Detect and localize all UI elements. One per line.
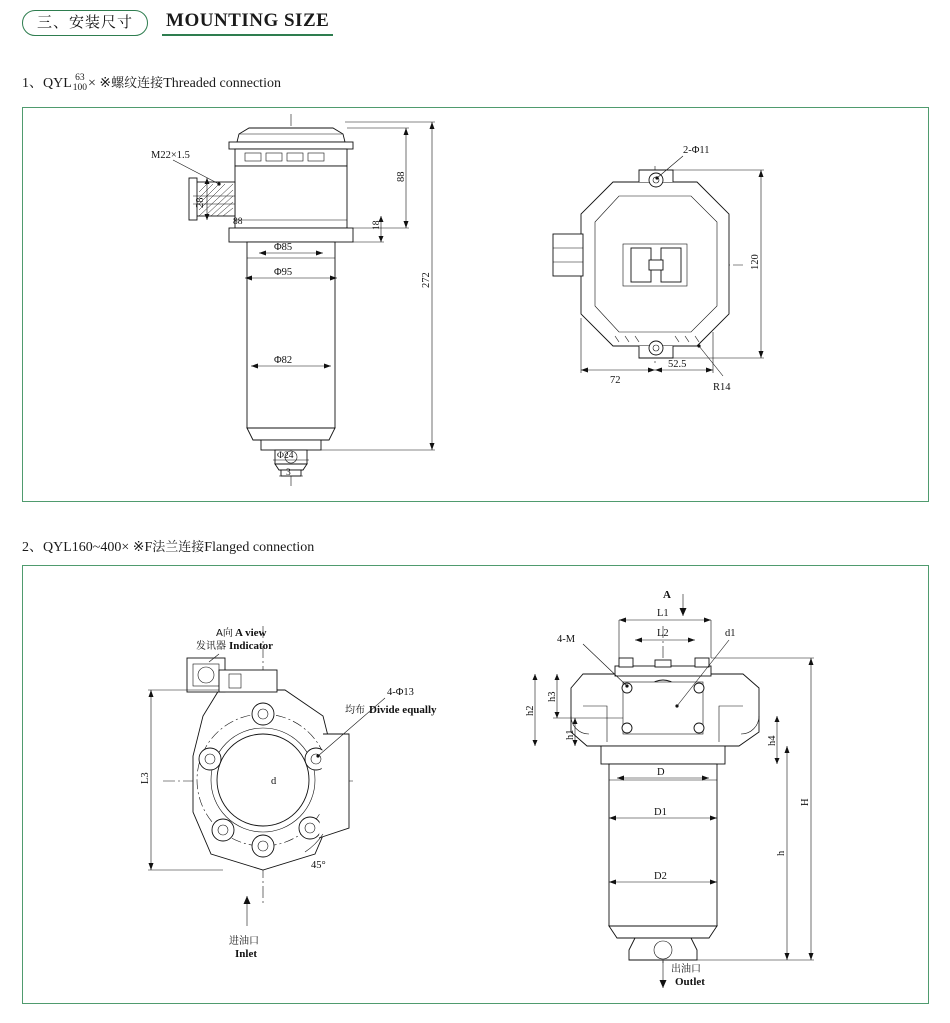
filter-elevation-view xyxy=(571,626,759,966)
dia-85-label: Φ85 xyxy=(274,242,293,253)
h4-label: h4 xyxy=(767,735,778,746)
outlet-en: Outlet xyxy=(675,976,705,988)
caption-2-en: Flanged connection xyxy=(204,540,315,555)
indicator-en: Indicator xyxy=(229,640,273,652)
L3-label: L3 xyxy=(140,772,151,784)
inlet-en: Inlet xyxy=(235,948,257,960)
dim-L2 xyxy=(635,628,695,643)
a-view-en: A view xyxy=(235,627,267,639)
outlet-cn: 出油口 xyxy=(671,964,701,975)
r14-label: R14 xyxy=(713,382,731,393)
dim-28-label: 28 xyxy=(195,197,206,208)
H-label: H xyxy=(800,798,811,806)
caption-1-cn: 螺纹连接 xyxy=(111,76,164,91)
caption-section-1 xyxy=(22,72,281,93)
thread-label: M22×1.5 xyxy=(151,150,190,161)
dim-h3 xyxy=(547,674,560,718)
divide-en: Divide equally xyxy=(369,704,437,716)
drawing-threaded-svg xyxy=(23,108,926,499)
dia-82-label: Φ82 xyxy=(274,355,293,366)
A-label: A xyxy=(663,589,671,601)
D2-label: D2 xyxy=(654,871,667,882)
h1-label: h1 xyxy=(565,729,576,740)
callout-a-view xyxy=(196,626,273,662)
dim-88-horizontal xyxy=(233,217,243,227)
dim-3-label: 3 xyxy=(286,468,291,478)
dim-272-label: 272 xyxy=(421,272,432,288)
a-view-cn: A向 xyxy=(216,628,233,639)
drawing-panel-threaded xyxy=(22,107,929,502)
caption-2-index: 2、 xyxy=(22,540,43,555)
four-M-label: 4-M xyxy=(557,634,576,645)
dim-h4 xyxy=(767,716,780,764)
dia-d-label: d xyxy=(271,776,277,787)
caption-1-model-prefix: QYL xyxy=(43,76,72,91)
h3-label: h3 xyxy=(547,691,558,702)
filter-front-view xyxy=(189,114,353,488)
holes-2x11-label: 2-Φ11 xyxy=(683,145,710,156)
dia-95-label: Φ95 xyxy=(274,267,293,278)
dim-18 xyxy=(353,216,384,242)
indicator-cn: 发讯器 xyxy=(196,641,226,652)
L2-label: L2 xyxy=(657,628,669,639)
callout-inlet xyxy=(229,896,259,960)
dim-72-label: 72 xyxy=(610,375,621,386)
caption-1-num-bottom: 100 xyxy=(72,82,88,93)
inlet-cn: 进油口 xyxy=(229,936,259,947)
callout-outlet xyxy=(660,960,706,988)
caption-1-en: Threaded connection xyxy=(163,76,281,91)
dim-120-label: 120 xyxy=(750,254,761,270)
holes-4x13-label: 4-Φ13 xyxy=(387,687,414,698)
caption-1-num-top: 63 xyxy=(75,73,85,84)
caption-2-cn: 法兰连接 xyxy=(152,540,205,555)
caption-2-model: QYL160~400× ※F xyxy=(43,540,153,555)
dia-24-label: Φ24 xyxy=(277,451,294,461)
dim-88-label: 88 xyxy=(396,171,407,182)
callout-r14 xyxy=(697,344,731,393)
page-header xyxy=(22,10,333,36)
caption-1-fraction xyxy=(73,74,87,93)
drawing-flanged-svg xyxy=(23,566,926,1001)
dim-88-vertical xyxy=(347,128,409,228)
d1-label: d1 xyxy=(725,628,736,639)
section-badge-cn: 三、安装尺寸 xyxy=(22,10,148,36)
divide-cn: 均布 xyxy=(345,705,365,716)
angle-label: 45° xyxy=(311,860,326,871)
D1-label: D1 xyxy=(654,807,667,818)
dim-h2 xyxy=(525,674,538,746)
filter-top-view xyxy=(553,166,743,366)
dim-52-5-label: 52.5 xyxy=(668,359,687,370)
caption-1-index: 1、 xyxy=(22,76,43,91)
drawing-panel-flanged xyxy=(22,565,929,1004)
caption-section-2 xyxy=(22,536,314,556)
L1-label: L1 xyxy=(657,608,669,619)
callout-thread xyxy=(151,150,221,186)
page-title: MOUNTING SIZE xyxy=(162,10,333,36)
h2-label: h2 xyxy=(525,705,536,716)
dim-18-label: 18 xyxy=(372,220,382,230)
dim-h xyxy=(776,746,790,960)
D-label: D xyxy=(657,767,665,778)
caption-1-model-suffix: × ※ xyxy=(88,76,112,91)
h-label: h xyxy=(776,850,787,856)
dim-88h-label: 88 xyxy=(233,217,243,227)
